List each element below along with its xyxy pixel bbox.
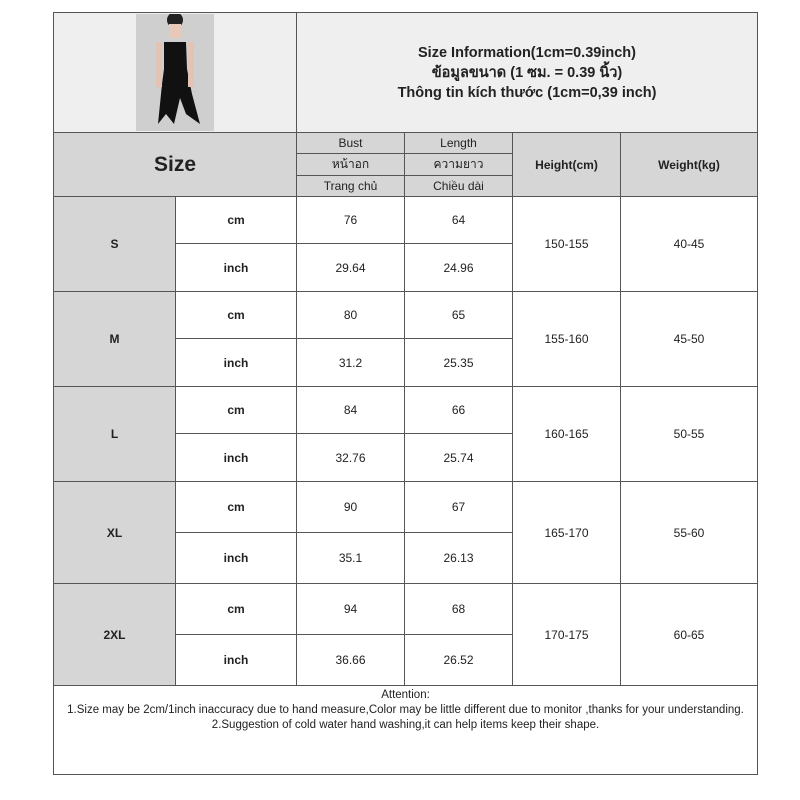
note-2: 2.Suggestion of cold water hand washing,it can help items keep their shape.	[211, 719, 600, 731]
weight-range: 50-55	[621, 387, 758, 482]
length-header-en: Length	[405, 133, 513, 154]
unit-inch: inch	[176, 635, 297, 686]
unit-inch: inch	[176, 434, 297, 482]
size-row-cm	[54, 584, 758, 635]
height-range: 170-175	[513, 584, 621, 686]
length-inch: 24.96	[405, 244, 513, 292]
unit-cm: cm	[176, 482, 297, 533]
size-row-cm	[54, 292, 758, 339]
length-cm: 68	[405, 584, 513, 635]
length-inch: 25.35	[405, 339, 513, 387]
length-cm: 64	[405, 197, 513, 244]
weight-range: 60-65	[621, 584, 758, 686]
weight-header: Weight(kg)	[621, 133, 758, 197]
bust-cm: 76	[297, 197, 405, 244]
unit-cm: cm	[176, 292, 297, 339]
size-row-cm	[54, 387, 758, 434]
unit-inch: inch	[176, 339, 297, 387]
length-header-vi: Chiều dài	[405, 176, 513, 197]
bust-header-vi: Trang chủ	[297, 176, 405, 197]
note-1: 1.Size may be 2cm/1inch inaccuracy due to hand measure,Color may be little different due to monitor ,thanks for your understanding.	[67, 704, 744, 716]
bust-cm: 94	[297, 584, 405, 635]
length-header-th: ความยาว	[405, 154, 513, 176]
title-english: Size Information(1cm=0.39inch)	[418, 44, 636, 61]
weight-range: 40-45	[621, 197, 758, 292]
size-label: L	[54, 387, 176, 482]
size-label: XL	[54, 482, 176, 584]
size-header: Size	[54, 133, 297, 197]
bust-header-en: Bust	[297, 133, 405, 154]
size-row-cm	[54, 482, 758, 533]
bust-cm: 80	[297, 292, 405, 339]
bust-inch: 35.1	[297, 533, 405, 584]
product-photo	[136, 14, 214, 131]
size-row-cm	[54, 197, 758, 244]
length-inch: 26.13	[405, 533, 513, 584]
bust-inch: 32.76	[297, 434, 405, 482]
unit-inch: inch	[176, 244, 297, 292]
bust-inch: 36.66	[297, 635, 405, 686]
bust-inch: 31.2	[297, 339, 405, 387]
height-header: Height(cm)	[513, 133, 621, 197]
unit-cm: cm	[176, 387, 297, 434]
height-range: 155-160	[513, 292, 621, 387]
size-label: M	[54, 292, 176, 387]
unit-cm: cm	[176, 197, 297, 244]
attention-notes	[54, 686, 758, 775]
size-info-title	[297, 13, 758, 133]
weight-range: 45-50	[621, 292, 758, 387]
bust-inch: 29.64	[297, 244, 405, 292]
unit-cm: cm	[176, 584, 297, 635]
weight-range: 55-60	[621, 482, 758, 584]
bust-cm: 84	[297, 387, 405, 434]
length-inch: 26.52	[405, 635, 513, 686]
length-cm: 65	[405, 292, 513, 339]
length-cm: 67	[405, 482, 513, 533]
size-label: 2XL	[54, 584, 176, 686]
title-vietnamese: Thông tin kích thước (1cm=0,39 inch)	[397, 84, 657, 101]
length-inch: 25.74	[405, 434, 513, 482]
size-label: S	[54, 197, 176, 292]
title-thai: ข้อมูลขนาด (1 ซม. = 0.39 นิ้ว)	[431, 64, 623, 81]
height-range: 150-155	[513, 197, 621, 292]
unit-inch: inch	[176, 533, 297, 584]
length-cm: 66	[405, 387, 513, 434]
size-chart-table	[53, 12, 758, 775]
product-photo-cell	[54, 13, 297, 133]
height-range: 160-165	[513, 387, 621, 482]
bust-header-th: หน้าอก	[297, 154, 405, 176]
notes-heading: Attention:	[381, 689, 430, 701]
bust-cm: 90	[297, 482, 405, 533]
height-range: 165-170	[513, 482, 621, 584]
